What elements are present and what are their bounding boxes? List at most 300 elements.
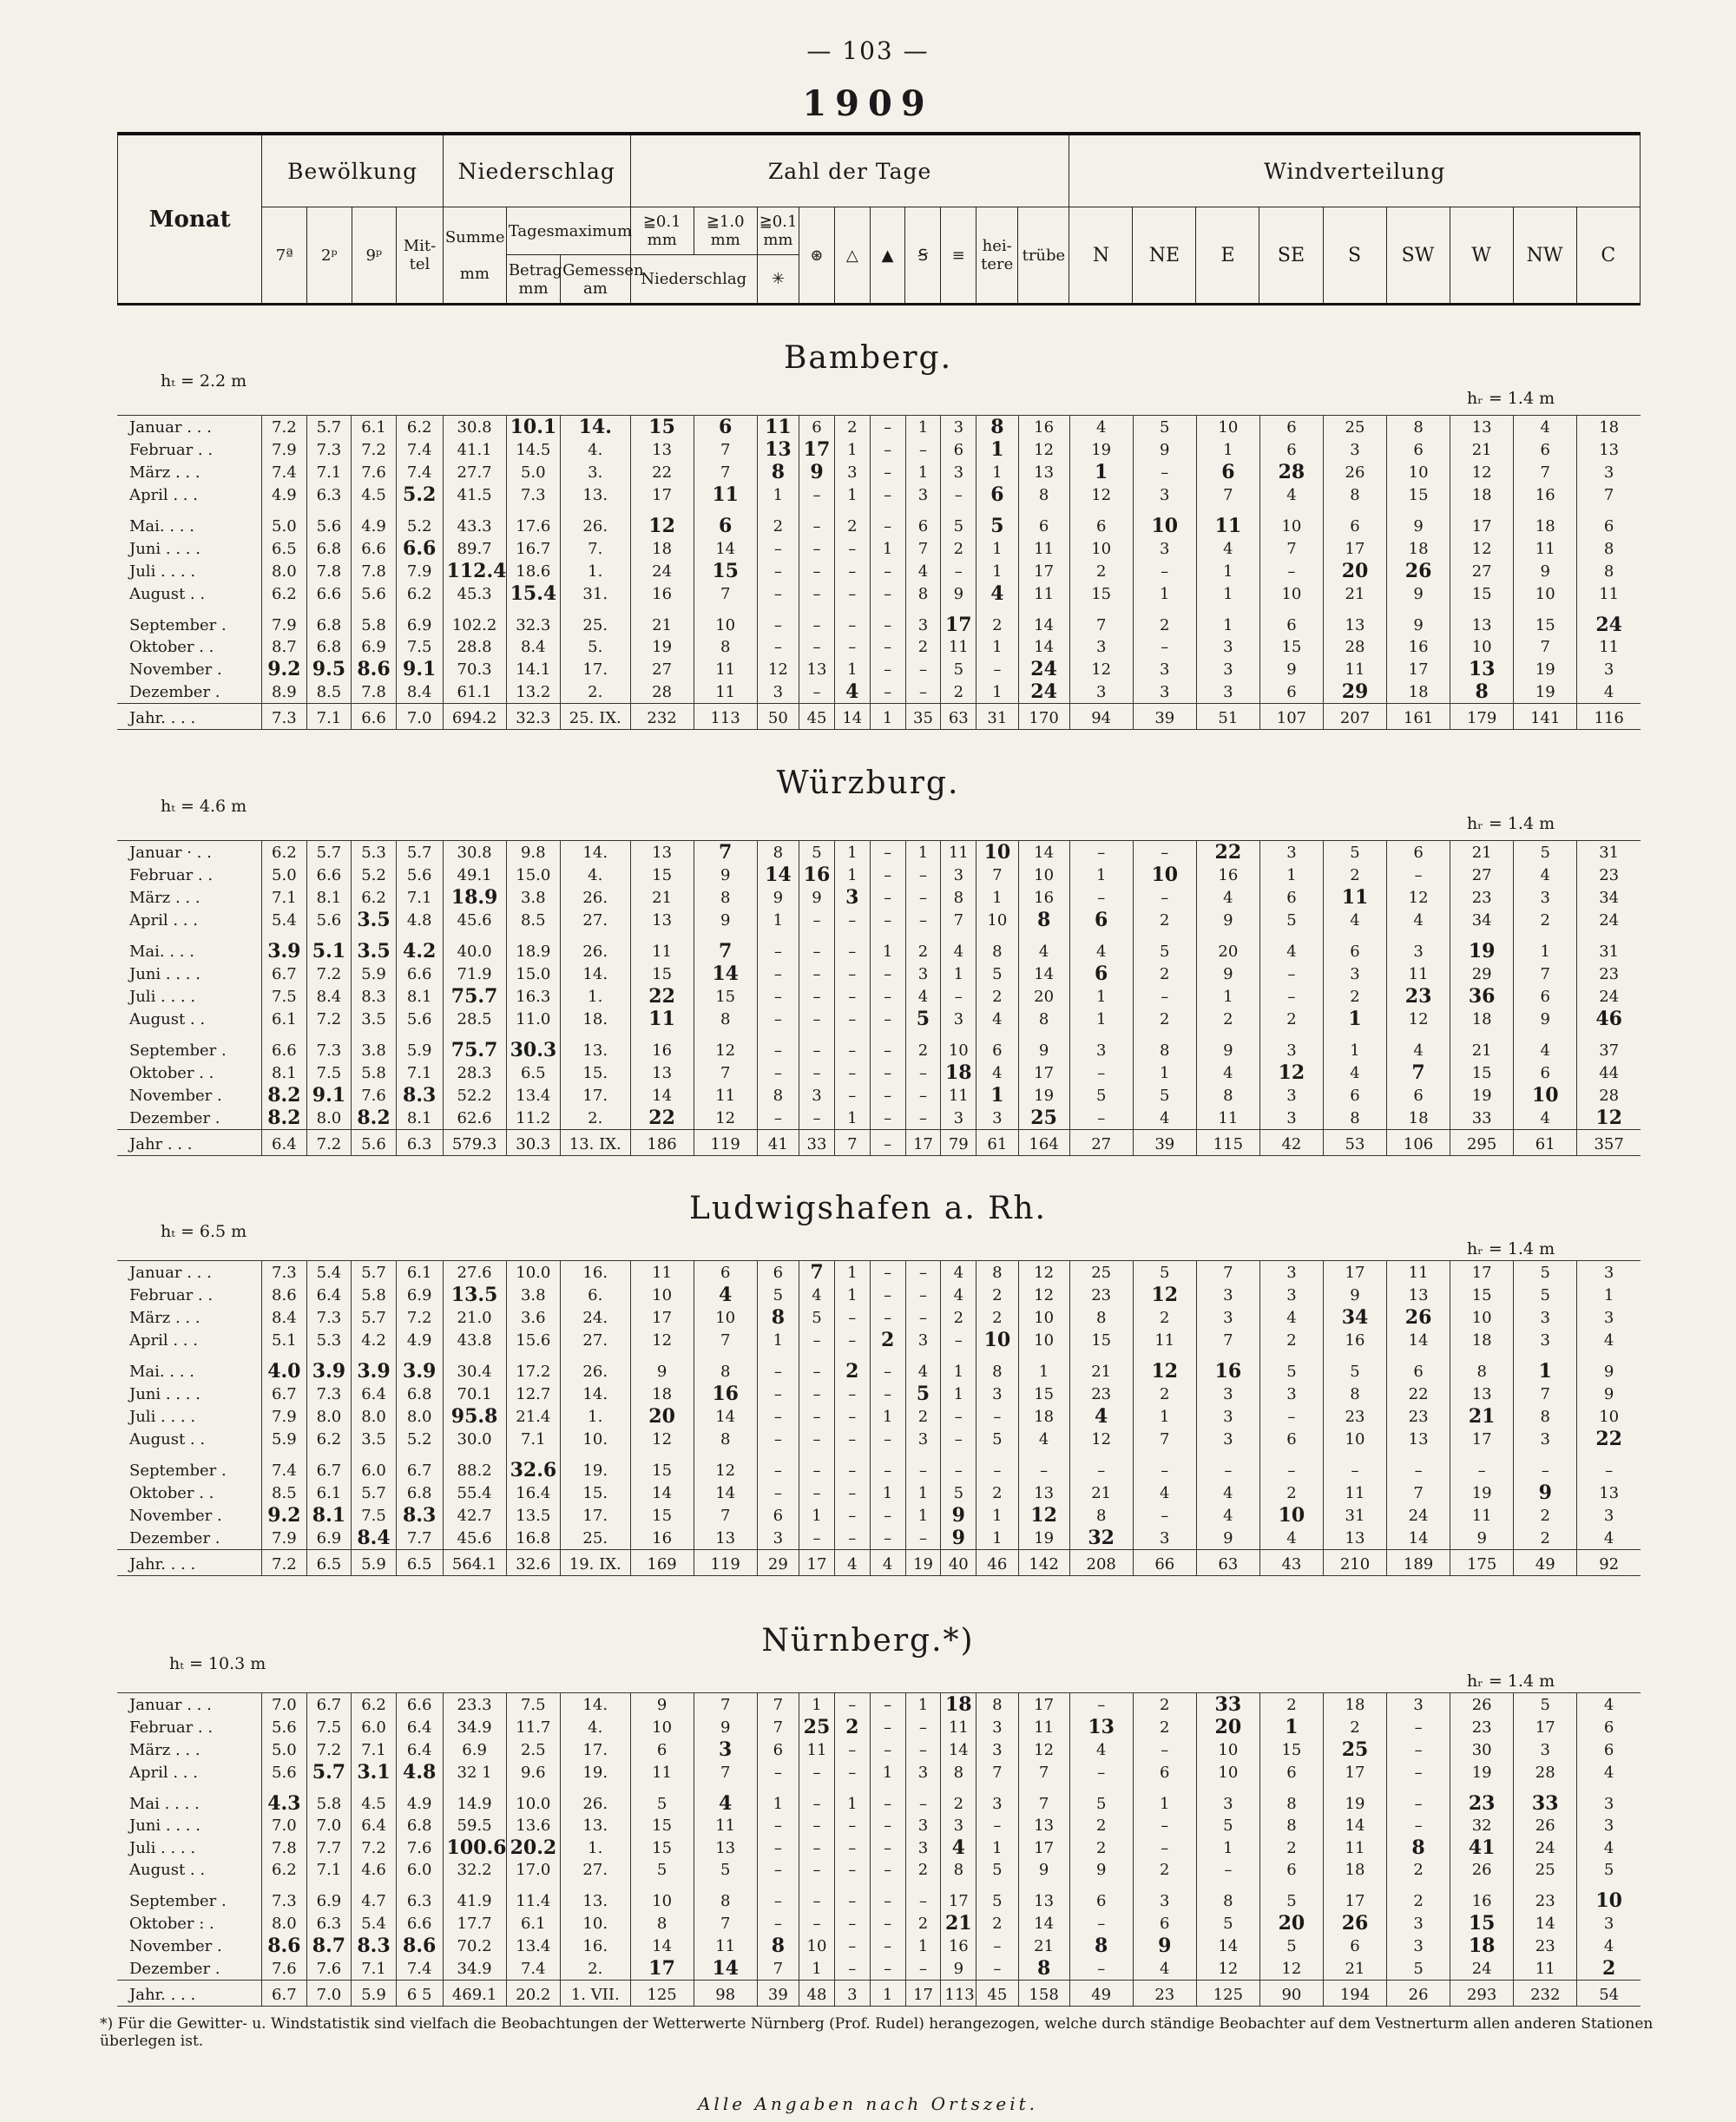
table-cell: 18 bbox=[1450, 1329, 1514, 1351]
table-cell: 7.0 bbox=[262, 1815, 307, 1836]
table-cell: 16 bbox=[1018, 886, 1069, 909]
table-cell: 43.3 bbox=[443, 506, 506, 537]
year-heading: 1909 bbox=[802, 83, 934, 124]
table-cell: 7.5 bbox=[306, 1716, 352, 1738]
table-cell: 9 bbox=[630, 1693, 694, 1717]
table-cell: 21 bbox=[1450, 1030, 1514, 1061]
table-cell: 30 bbox=[1450, 1738, 1514, 1761]
table-cell: 10 bbox=[1259, 1504, 1323, 1527]
table-cell: 16 bbox=[799, 864, 835, 886]
gemessen-label: Gemessen bbox=[562, 260, 644, 279]
table-cell: 12.7 bbox=[506, 1383, 560, 1405]
table-cell: 10 bbox=[1069, 537, 1133, 560]
table-cell: 10 bbox=[630, 1284, 694, 1306]
table-cell: 1 bbox=[976, 1504, 1018, 1527]
table-cell: 7 bbox=[1514, 962, 1577, 985]
header-wind-c: C bbox=[1576, 207, 1640, 305]
table-cell: 7 bbox=[694, 1061, 757, 1084]
table-cell: 7.6 bbox=[352, 461, 397, 483]
table-cell: 7.5 bbox=[396, 636, 443, 658]
table-cell: – bbox=[799, 537, 835, 560]
table-cell: 14.9 bbox=[443, 1784, 506, 1815]
table-cell: 7.5 bbox=[262, 985, 307, 1008]
table-cell: 8 bbox=[1323, 483, 1386, 506]
table-cell: – bbox=[905, 1107, 941, 1130]
table-cell: 4. bbox=[560, 438, 630, 461]
table-cell: 3 bbox=[1196, 1405, 1259, 1428]
table-row bbox=[117, 1030, 1641, 1061]
table-cell: 5 bbox=[941, 1481, 976, 1504]
table-cell: – bbox=[834, 1738, 870, 1761]
table-cell: – bbox=[1387, 1784, 1450, 1815]
table-cell: 70.3 bbox=[443, 658, 506, 680]
month-label: Juni . . . . bbox=[129, 964, 201, 983]
table-cell: 8.9 bbox=[262, 680, 307, 704]
table-cell: 4 bbox=[1196, 1481, 1259, 1504]
table-cell: 5.0 bbox=[262, 1738, 307, 1761]
summe-unit: mm bbox=[459, 264, 490, 283]
table-cell: 1 bbox=[834, 1107, 870, 1130]
table-cell: – bbox=[799, 985, 835, 1008]
table-cell: 21.0 bbox=[443, 1306, 506, 1329]
table-cell: 2 bbox=[1133, 605, 1196, 636]
table-cell: 4 bbox=[1577, 1761, 1641, 1784]
table-cell: 54 bbox=[1577, 1981, 1641, 2007]
table-cell: – bbox=[757, 605, 799, 636]
table-cell: 13 bbox=[630, 909, 694, 931]
table-cell: 6.1 bbox=[352, 416, 397, 439]
table-cell: 2 bbox=[1259, 1329, 1323, 1351]
table-cell: 5.7 bbox=[352, 1481, 397, 1504]
table-cell: 3 bbox=[1577, 1504, 1641, 1527]
table-cell: – bbox=[870, 1957, 905, 1981]
fog-icon: ≡ bbox=[941, 207, 976, 305]
table-cell: – bbox=[905, 438, 941, 461]
table-cell: 32 bbox=[1450, 1815, 1514, 1836]
table-cell: 8 bbox=[694, 886, 757, 909]
table-cell: – bbox=[870, 1693, 905, 1717]
table-cell: – bbox=[870, 1284, 905, 1306]
table-cell: 7 bbox=[1514, 636, 1577, 658]
table-cell: 3.5 bbox=[352, 909, 397, 931]
table-cell: 3 bbox=[905, 1329, 941, 1351]
table-cell: 6.8 bbox=[396, 1815, 443, 1836]
table-cell: 8 bbox=[757, 841, 799, 864]
table-cell: 1 bbox=[1069, 461, 1133, 483]
table-cell: 2 bbox=[905, 1405, 941, 1428]
table-cell: 4 bbox=[976, 1061, 1018, 1084]
table-cell: – bbox=[834, 1450, 870, 1481]
header-b7: 7ª bbox=[262, 207, 307, 305]
table-cell: 13 bbox=[1450, 1383, 1514, 1405]
table-cell: 44 bbox=[1577, 1061, 1641, 1084]
table-cell: 4 bbox=[1259, 1306, 1323, 1329]
table-cell: 6.4 bbox=[396, 1738, 443, 1761]
table-cell: 6.2 bbox=[352, 1693, 397, 1717]
table-cell: 7.9 bbox=[262, 1527, 307, 1550]
table-cell: 7 bbox=[694, 1693, 757, 1717]
table-cell: 8 bbox=[1018, 1957, 1069, 1981]
table-cell: – bbox=[1133, 841, 1196, 864]
month-label: April . . . bbox=[129, 485, 198, 504]
table-cell: 1 bbox=[1514, 931, 1577, 962]
table-cell: 6 bbox=[1514, 1061, 1577, 1084]
table-row bbox=[117, 909, 1641, 931]
table-cell: 13 bbox=[1387, 1428, 1450, 1450]
table-cell: 3 bbox=[941, 461, 976, 483]
table-cell: 16. bbox=[560, 1935, 630, 1957]
table-cell: – bbox=[1387, 1815, 1450, 1836]
table-cell: 9.5 bbox=[306, 658, 352, 680]
table-cell: 1 bbox=[976, 1084, 1018, 1107]
table-cell: 34.9 bbox=[443, 1716, 506, 1738]
table-cell: 17 bbox=[1450, 1261, 1514, 1284]
table-cell: – bbox=[870, 1030, 905, 1061]
month-label: September . bbox=[129, 1891, 227, 1910]
month-label: Dezember . bbox=[129, 682, 220, 701]
table-cell: – bbox=[870, 1261, 905, 1284]
table-cell: 13 bbox=[1069, 1716, 1133, 1738]
table-cell: 17 bbox=[905, 1130, 941, 1156]
table-cell: – bbox=[799, 1351, 835, 1383]
table-cell: 11 bbox=[941, 841, 976, 864]
table-cell: 5.6 bbox=[352, 582, 397, 605]
table-cell: 98 bbox=[694, 1981, 757, 2007]
table-cell: – bbox=[834, 909, 870, 931]
table-cell: 5.6 bbox=[262, 1716, 307, 1738]
table-cell: – bbox=[870, 680, 905, 704]
table-cell: 14. bbox=[560, 1383, 630, 1405]
table-cell: 7.0 bbox=[306, 1815, 352, 1836]
table-cell: 1 bbox=[799, 1693, 835, 1717]
table-cell: – bbox=[1259, 962, 1323, 985]
table-cell: 8 bbox=[976, 416, 1018, 439]
table-cell: 3 bbox=[905, 483, 941, 506]
table-cell: 10 bbox=[941, 1030, 976, 1061]
table-cell: 8.0 bbox=[352, 1405, 397, 1428]
table-cell: 13.2 bbox=[506, 680, 560, 704]
table-cell: 3 bbox=[1196, 658, 1259, 680]
month-label: Oktober : . bbox=[129, 1914, 214, 1933]
table-cell: 6.8 bbox=[306, 636, 352, 658]
table-cell: 2 bbox=[1514, 1527, 1577, 1550]
table-cell: 6.9 bbox=[306, 1527, 352, 1550]
table-cell: 3.8 bbox=[506, 1284, 560, 1306]
table-cell: 4.9 bbox=[396, 1784, 443, 1815]
table-cell: 1 bbox=[757, 483, 799, 506]
table-cell: 7.1 bbox=[396, 886, 443, 909]
table-cell: 8.6 bbox=[352, 658, 397, 680]
table-cell: 16 bbox=[1387, 636, 1450, 658]
table-cell: 4.5 bbox=[352, 1784, 397, 1815]
table-cell: 20 bbox=[1196, 931, 1259, 962]
table-cell: – bbox=[870, 605, 905, 636]
table-cell: 9 bbox=[1133, 1935, 1196, 1957]
table-cell: 18 bbox=[630, 1383, 694, 1405]
table-cell: 12 bbox=[1133, 1351, 1196, 1383]
table-cell: 19 bbox=[630, 636, 694, 658]
table-cell: – bbox=[1133, 1738, 1196, 1761]
table-cell: 7 bbox=[694, 1329, 757, 1351]
table-cell: 11.4 bbox=[506, 1881, 560, 1912]
table-cell: 63 bbox=[1196, 1550, 1259, 1576]
header-wind-s: S bbox=[1323, 207, 1386, 305]
table-cell: 2 bbox=[905, 1030, 941, 1061]
table-cell: 107 bbox=[1259, 704, 1323, 730]
table-cell: 1. bbox=[560, 1836, 630, 1859]
table-cell: 30.3 bbox=[506, 1130, 560, 1156]
header-truebe: trübe bbox=[1018, 207, 1069, 305]
month-label: Dezember . bbox=[129, 1108, 220, 1127]
station-data-table bbox=[117, 1260, 1641, 1576]
table-cell: 1 bbox=[976, 1836, 1018, 1859]
table-cell: 3 bbox=[1196, 636, 1259, 658]
table-cell: 19 bbox=[905, 1550, 941, 1576]
table-cell: – bbox=[1133, 1836, 1196, 1859]
table-cell: 21 bbox=[1450, 1405, 1514, 1428]
table-cell: 11 bbox=[694, 1935, 757, 1957]
table-cell: 62.6 bbox=[443, 1107, 506, 1130]
table-cell: 5.6 bbox=[396, 1008, 443, 1030]
table-cell: 11 bbox=[630, 1761, 694, 1784]
table-cell: – bbox=[1069, 1450, 1133, 1481]
table-row bbox=[117, 1504, 1641, 1527]
table-cell: 8.0 bbox=[306, 1405, 352, 1428]
table-cell: – bbox=[1577, 1450, 1641, 1481]
table-cell: 12 bbox=[630, 1428, 694, 1450]
table-cell: 11 bbox=[1387, 962, 1450, 985]
table-cell: 5.2 bbox=[352, 864, 397, 886]
table-cell: 27. bbox=[560, 909, 630, 931]
table-cell: 28.5 bbox=[443, 1008, 506, 1030]
table-cell: 1 bbox=[905, 416, 941, 439]
table-cell: 3 bbox=[799, 1084, 835, 1107]
table-cell: 8 bbox=[694, 1428, 757, 1450]
table-cell: 357 bbox=[1577, 1130, 1641, 1156]
station-hr: hᵣ = 1.4 m bbox=[1467, 389, 1555, 408]
table-cell: 3 bbox=[1259, 1030, 1323, 1061]
table-cell: 6.9 bbox=[396, 605, 443, 636]
table-cell: 8 bbox=[941, 1761, 976, 1784]
table-cell: 2 bbox=[905, 1859, 941, 1881]
table-cell: 2 bbox=[1514, 909, 1577, 931]
header-monat: Monat bbox=[118, 134, 262, 305]
table-cell: 4 bbox=[976, 582, 1018, 605]
table-cell: 7.5 bbox=[506, 1693, 560, 1717]
table-cell: 161 bbox=[1387, 704, 1450, 730]
table-cell: – bbox=[799, 636, 835, 658]
table-row bbox=[117, 1061, 1641, 1084]
table-cell: 7.1 bbox=[306, 704, 352, 730]
table-cell: 7 bbox=[694, 1912, 757, 1935]
table-cell: 7.2 bbox=[352, 1836, 397, 1859]
table-cell: 5. bbox=[560, 636, 630, 658]
table-row bbox=[117, 1815, 1641, 1836]
table-cell: 186 bbox=[630, 1130, 694, 1156]
table-cell: 3.8 bbox=[352, 1030, 397, 1061]
table-cell: 12 bbox=[694, 1030, 757, 1061]
table-cell: 6 bbox=[1259, 416, 1323, 439]
table-cell: – bbox=[834, 1329, 870, 1351]
table-cell: 8.2 bbox=[352, 1107, 397, 1130]
table-cell: – bbox=[905, 1957, 941, 1981]
table-cell: 3 bbox=[1259, 1383, 1323, 1405]
table-cell: 10 bbox=[1133, 506, 1196, 537]
table-row-jahr bbox=[117, 1130, 1641, 1156]
table-cell: 8 bbox=[1069, 1935, 1133, 1957]
betrag-label: Betrag bbox=[508, 260, 562, 279]
month-label: November . bbox=[129, 1086, 222, 1105]
table-cell: 8.3 bbox=[396, 1504, 443, 1527]
table-cell: 2 bbox=[1133, 1306, 1196, 1329]
month-label: Juli . . . . bbox=[129, 1838, 196, 1857]
table-cell: 4 bbox=[1387, 909, 1450, 931]
month-label: Januar · . . bbox=[129, 843, 212, 862]
table-cell: 1 bbox=[1133, 1061, 1196, 1084]
table-cell: 25. bbox=[560, 605, 630, 636]
table-cell: 7 bbox=[757, 1716, 799, 1738]
table-cell: 19 bbox=[1514, 658, 1577, 680]
table-cell: 2 bbox=[976, 1284, 1018, 1306]
table-cell: 66 bbox=[1133, 1550, 1196, 1576]
table-cell: 125 bbox=[1196, 1981, 1259, 2007]
table-cell: 2 bbox=[1514, 1504, 1577, 1527]
table-cell: 7.8 bbox=[352, 560, 397, 582]
table-cell: 13 bbox=[630, 1061, 694, 1084]
table-cell: 4 bbox=[834, 680, 870, 704]
header-b9: 9ᵖ bbox=[352, 207, 397, 305]
table-cell: – bbox=[870, 1935, 905, 1957]
table-cell: 9 bbox=[1196, 909, 1259, 931]
table-cell: 13 bbox=[757, 438, 799, 461]
table-cell: 295 bbox=[1450, 1130, 1514, 1156]
table-cell: 5.8 bbox=[352, 1284, 397, 1306]
table-cell: 119 bbox=[694, 1130, 757, 1156]
table-row bbox=[117, 985, 1641, 1008]
table-cell: 27 bbox=[1450, 864, 1514, 886]
month-label: April . . . bbox=[129, 1330, 198, 1350]
table-cell: – bbox=[941, 985, 976, 1008]
table-cell: 17 bbox=[630, 1306, 694, 1329]
table-cell: 2 bbox=[834, 1351, 870, 1383]
table-cell: 7.5 bbox=[352, 1504, 397, 1527]
table-cell: 1 bbox=[834, 1284, 870, 1306]
table-cell: 7 bbox=[1387, 1481, 1450, 1504]
table-row bbox=[117, 1527, 1641, 1550]
table-cell: 11 bbox=[1577, 636, 1641, 658]
table-cell: 6 bbox=[1133, 1912, 1196, 1935]
table-cell: 27 bbox=[630, 658, 694, 680]
table-cell: 6.5 bbox=[396, 1550, 443, 1576]
table-cell: – bbox=[834, 537, 870, 560]
station-hr: hᵣ = 1.4 m bbox=[1467, 1239, 1555, 1258]
table-cell: 7.1 bbox=[352, 1738, 397, 1761]
table-cell: 4 bbox=[941, 1284, 976, 1306]
table-cell: 7.0 bbox=[306, 1981, 352, 2007]
table-cell: 7.3 bbox=[306, 1030, 352, 1061]
table-cell: 15. bbox=[560, 1481, 630, 1504]
table-cell: 43 bbox=[1259, 1550, 1323, 1576]
table-cell: 2 bbox=[834, 416, 870, 439]
table-cell: – bbox=[757, 1107, 799, 1130]
table-cell: 28 bbox=[1323, 636, 1386, 658]
table-cell: 7.6 bbox=[352, 1084, 397, 1107]
table-cell: – bbox=[799, 909, 835, 931]
table-cell: 5.6 bbox=[396, 864, 443, 886]
table-cell: 1. bbox=[560, 560, 630, 582]
month-label: März . . . bbox=[129, 1308, 201, 1327]
table-row bbox=[117, 680, 1641, 704]
table-cell: 4 bbox=[870, 1550, 905, 1576]
table-cell: 5 bbox=[799, 841, 835, 864]
table-cell: 17.7 bbox=[443, 1912, 506, 1935]
table-cell: 6 bbox=[1323, 506, 1386, 537]
table-cell: 5.6 bbox=[262, 1761, 307, 1784]
table-cell: 75.7 bbox=[443, 985, 506, 1008]
station-ht: hₜ = 6.5 m bbox=[161, 1222, 247, 1241]
table-cell: 19 bbox=[1450, 1481, 1514, 1504]
table-cell: 9 bbox=[1387, 605, 1450, 636]
table-cell: 6 bbox=[1387, 438, 1450, 461]
table-cell: 2 bbox=[976, 985, 1018, 1008]
table-row bbox=[117, 438, 1641, 461]
table-cell: 24 bbox=[1577, 985, 1641, 1008]
table-cell: – bbox=[870, 1383, 905, 1405]
table-cell: 6.9 bbox=[306, 1881, 352, 1912]
table-cell: – bbox=[1514, 1450, 1577, 1481]
table-cell: 4.2 bbox=[396, 931, 443, 962]
table-cell: 16 bbox=[1196, 864, 1259, 886]
table-cell: 1 bbox=[905, 1693, 941, 1717]
table-cell: 102.2 bbox=[443, 605, 506, 636]
table-cell: 3 bbox=[1387, 1935, 1450, 1957]
table-cell: 5.0 bbox=[262, 864, 307, 886]
table-cell: 16. bbox=[560, 1261, 630, 1284]
table-cell: 694.2 bbox=[443, 704, 506, 730]
table-cell: 17.2 bbox=[506, 1351, 560, 1383]
table-cell: 7 bbox=[799, 1261, 835, 1284]
table-cell: 8 bbox=[694, 636, 757, 658]
table-cell: 15 bbox=[1450, 1284, 1514, 1306]
table-cell: 6.0 bbox=[352, 1450, 397, 1481]
table-cell: – bbox=[1069, 841, 1133, 864]
table-cell: 14 bbox=[630, 1935, 694, 1957]
table-cell: 14. bbox=[560, 841, 630, 864]
table-cell: 7 bbox=[1514, 1383, 1577, 1405]
table-cell: 15 bbox=[694, 560, 757, 582]
table-cell: 14 bbox=[1514, 1912, 1577, 1935]
table-cell: 3 bbox=[834, 886, 870, 909]
table-cell: 15.6 bbox=[506, 1329, 560, 1351]
table-cell: 8.1 bbox=[306, 1504, 352, 1527]
table-cell: 10 bbox=[1577, 1881, 1641, 1912]
table-cell: – bbox=[757, 1836, 799, 1859]
table-cell: – bbox=[1387, 1738, 1450, 1761]
month-label: September . bbox=[129, 615, 227, 634]
table-cell: 34 bbox=[1577, 886, 1641, 909]
table-cell: 19. bbox=[560, 1761, 630, 1784]
table-cell: – bbox=[799, 1107, 835, 1130]
table-cell: 8 bbox=[757, 1935, 799, 1957]
table-cell: 3 bbox=[1133, 483, 1196, 506]
table-cell: 13 bbox=[1450, 416, 1514, 439]
table-cell: 14 bbox=[834, 704, 870, 730]
table-cell: 2 bbox=[1133, 1008, 1196, 1030]
month-label: September . bbox=[129, 1461, 227, 1480]
table-cell: – bbox=[905, 909, 941, 931]
table-cell: 6. bbox=[560, 1284, 630, 1306]
table-cell: 7. bbox=[560, 537, 630, 560]
